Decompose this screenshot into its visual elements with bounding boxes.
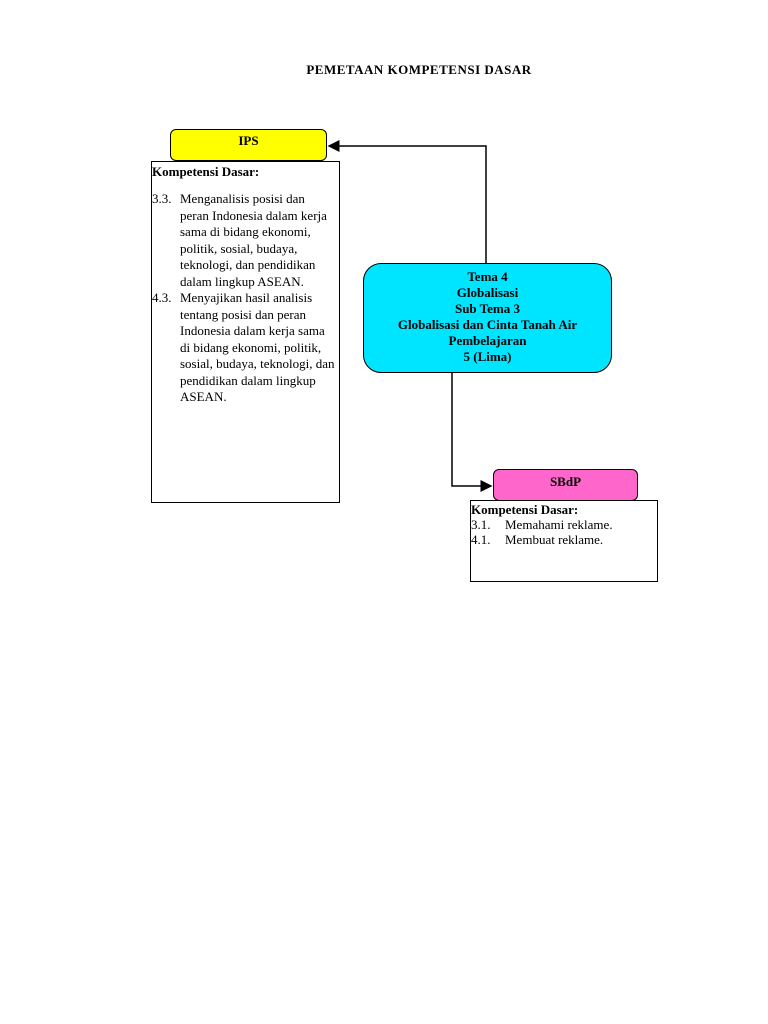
sbdp-kd-title: Kompetensi Dasar: (471, 502, 579, 517)
sbdp-kd-item (471, 517, 655, 532)
page-title: PEMETAAN KOMPETENSI DASAR (306, 62, 532, 77)
tema-line: Globalisasi dan Cinta Tanah Air (397, 317, 578, 332)
kd-number: 4.3. (152, 290, 172, 305)
ips-kd-item (152, 290, 337, 406)
arrow-to-ips (329, 146, 486, 263)
sbdp-kompetensi-box (470, 500, 658, 582)
kd-number: 4.1. (471, 532, 491, 547)
tema-line: Sub Tema 3 (454, 301, 521, 316)
kd-text: Membuat reklame. (505, 532, 604, 547)
kd-text: Memahami reklame. (505, 517, 613, 532)
ips-header: IPS (170, 129, 327, 161)
kd-text: Menganalisis posisi dan peran Indonesia dalam kerja sama di bidang ekonomi, politik, sosial, budaya, teknologi, dan pendidikan dalam lingkup ASEAN. (180, 191, 327, 289)
ips-kd-item (152, 191, 337, 290)
arrow-to-sbdp (452, 373, 491, 486)
tema-line: Pembelajaran (448, 333, 527, 348)
sbdp-kd-item (471, 532, 655, 547)
tema-line: Tema 4 (467, 269, 508, 284)
ips-kompetensi-box (151, 161, 340, 503)
ips-kd-title: Kompetensi Dasar: (152, 164, 260, 179)
kd-number: 3.1. (471, 517, 491, 532)
kd-number: 3.3. (152, 191, 172, 206)
tema-line: 5 (Lima) (463, 349, 512, 364)
tema-line: Globalisasi (456, 285, 519, 300)
tema-box (363, 263, 612, 373)
kd-text: Menyajikan hasil analisis tentang posisi dan peran Indonesia dalam kerja sama di bidang ekonomi, politik, sosial, budaya, teknologi, dan pendidikan dalam lingkup ASEAN. (180, 290, 335, 404)
sbdp-header: SBdP (493, 469, 638, 501)
